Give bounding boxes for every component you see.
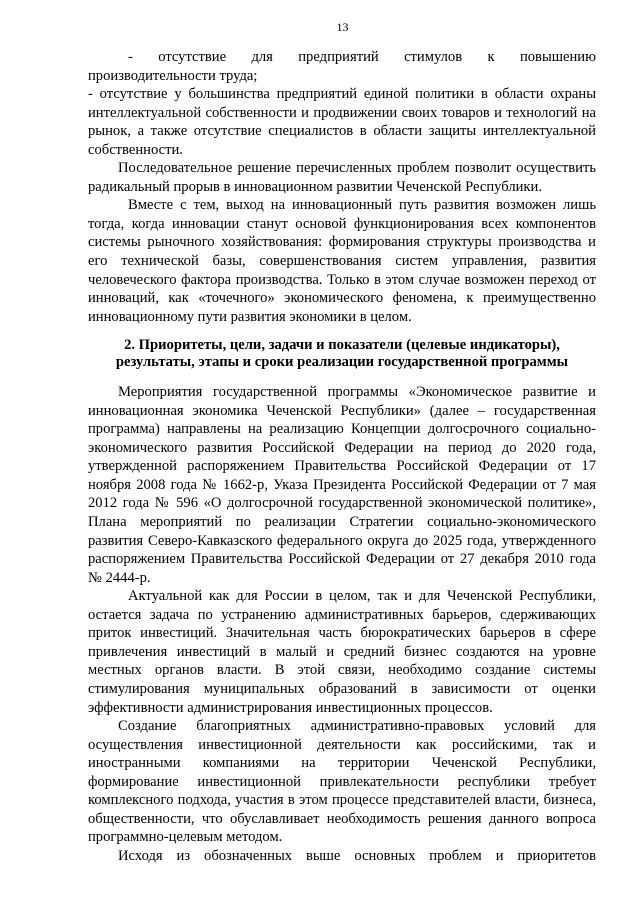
page-number: 13: [336, 20, 349, 34]
paragraph: Создание благоприятных административно-правовых условий для осуществления инвестиционной деятельности как российскими, так и иностранными компаниями на территории Чеченской Республики, формирование инвестиционной привлекательности республики требует комплексного подхода, участия в этом процессе представителей власти, бизнеса, общественности, что обуславливает необходимость решения данного вопроса программно-целевым методом.: [88, 718, 596, 846]
paragraph: Вместе с тем, выход на инновационный путь развития возможен лишь тогда, когда инновации станут основой функционирования всех компонентов системы рыночного хозяйствования: формирования структуры производства и его технической базы, совершенствования систем управления, развития человеческого фактора производства. Только в этом случае возможен переход от инноваций, как «точечного» экономического феномена, к преимущественно инновационному пути развития экономики в целом.: [88, 197, 596, 325]
paragraph: Актуальной как для России в целом, так и для Чеченской Республики, остается задача по устранению административных барьеров, сдерживающих приток инвестиций. Значительная часть бюрократических барьеров в сфере привлечения инвестиций в малый и средний бизнес создаются на уровне местных органов власти. В этой связи, необходимо создание системы стимулирования муниципальных образований в зависимости от оценки эффективности администрирования инвестиционных процессов.: [88, 588, 596, 716]
section-heading-line: 2. Приоритеты, цели, задачи и показатели (целевые индикаторы),: [124, 337, 560, 354]
paragraph: - отсутствие у большинства предприятий единой политики в области охраны интеллектуальной собственности и продвижении своих товаров и технологий на рынок, а также отсутствие специалистов в области защиты интеллектуальной собственности.: [88, 86, 596, 158]
paragraph: - отсутствие для предприятий стимулов к повышению производительности труда;: [88, 49, 596, 84]
section-heading-line: результаты, этапы и сроки реализации государственной программы: [115, 354, 569, 371]
paragraph: Мероприятия государственной программы «Экономическое развитие и инновационная экономика Чеченской Республики» (далее – государственная программа) направлены на реализацию Концепции долгосрочного социально-экономического развития Российской Федерации на период до 2020 года, утвержденной распоряжением Правительства Российской Федерации от 17 ноября 2008 года № 1662-р, Указа Президента Российской Федерации от 7 мая 2012 года № 596 «О долгосрочной государственной экономической политике», Плана мероприятий по реализации Стратегии социально-экономического развития Северо-Кавказского федерального округа до 2025 года, утвержденного распоряжением Правительства Российской Федерации от 27 декабря 2010 года № 2444-р.: [88, 384, 596, 586]
section-heading: [88, 337, 596, 371]
paragraph: Исходя из обозначенных выше основных проблем и приоритетов: [118, 847, 596, 864]
document-page: [88, 20, 596, 865]
paragraph: Последовательное решение перечисленных проблем позволит осуществить радикальный прорыв в инновационном развитии Чеченской Республики.: [88, 160, 596, 195]
